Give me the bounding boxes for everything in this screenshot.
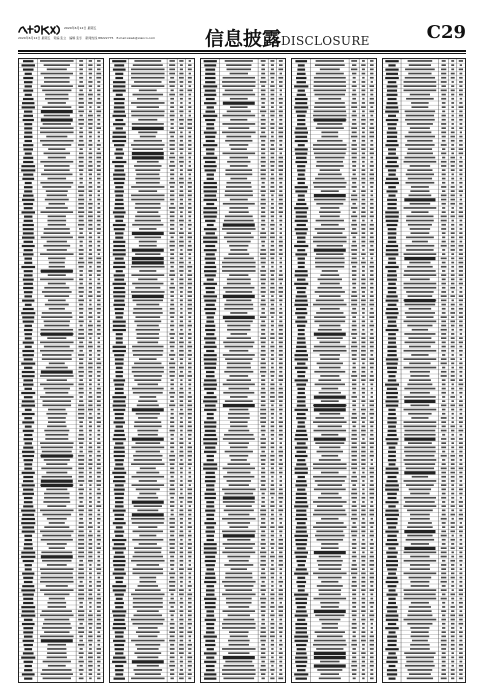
newspaper-logo-block <box>18 24 193 46</box>
logo-subtitle: 2020年6月12日 星期五 <box>64 26 97 30</box>
page-number: C29 <box>426 22 466 43</box>
listing-column-3 <box>200 58 286 683</box>
section-title <box>205 24 370 51</box>
listing-table-texture <box>110 59 194 682</box>
listing-column-2 <box>109 58 195 683</box>
listing-table-texture <box>292 59 376 682</box>
section-title-english: DISCLOSURE <box>281 34 370 48</box>
listing-column-1 <box>18 58 104 683</box>
masthead-rule-thin <box>18 53 466 54</box>
masthead <box>0 0 484 50</box>
listing-table-texture <box>201 59 285 682</box>
listing-table-texture <box>19 59 103 682</box>
masthead-rule <box>18 50 466 52</box>
newspaper-logo-icon <box>18 24 62 35</box>
section-title-chinese: 信息披露 <box>205 28 282 50</box>
listing-column-5 <box>382 58 466 683</box>
listing-area <box>18 58 466 683</box>
masthead-info-line: 2020年6月12日 星期五 责编 张立 编辑 张乐 新闻热线 88222775 E-mail:xawb@xiancn.com <box>18 36 156 40</box>
listing-column-4 <box>291 58 377 683</box>
listing-table-texture <box>383 59 465 682</box>
